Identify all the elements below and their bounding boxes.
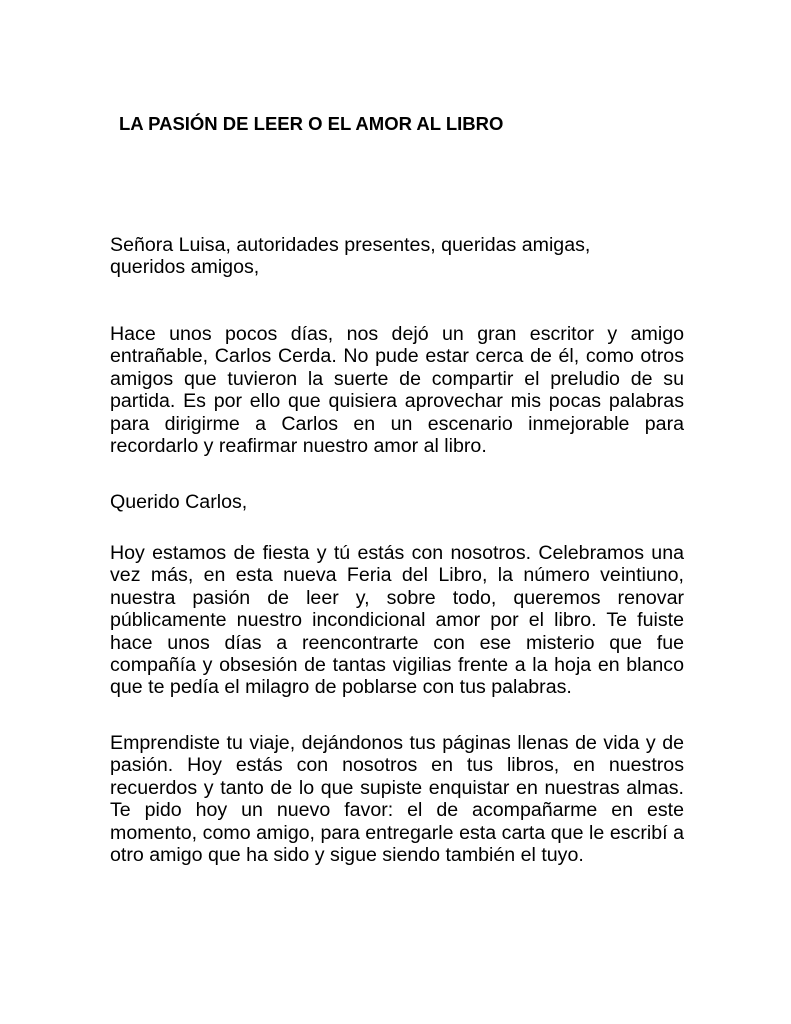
- body-paragraph-3: Emprendiste tu viaje, dejándonos tus páginas llenas de vida y de pasión. Hoy estás con nosotros en tus libros, en nuestros recuerdos y tanto de lo que supiste enquistar en nuestras almas. Te pido hoy un nuevo favor: el de acompañarme en este momento, como amigo, para entregarle esta carta que le escribí a otro amigo que ha sido y sigue siendo también el tuyo.: [110, 732, 684, 867]
- document-title: LA PASIÓN DE LEER O EL AMOR AL LIBRO: [119, 113, 504, 134]
- body-paragraph-2: Hoy estamos de fiesta y tú estás con nosotros. Celebramos una vez más, en esta nueva Feria del Libro, la número veintiuno, nuestra pasión de leer y, sobre todo, queremos renovar públicamente nuestro incondicional amor por el libro. Te fuiste hace unos días a reencontrarte con ese misterio que fue compañía y obsesión de tantas vigilias frente a la hoja en blanco que te pedía el milagro de poblarse con tus palabras.: [110, 542, 684, 699]
- greeting-paragraph: Señora Luisa, autoridades presentes, queridas amigas, queridos amigos,: [110, 234, 591, 279]
- body-paragraph-1: Hace unos pocos días, nos dejó un gran escritor y amigo entrañable, Carlos Cerda. No pude estar cerca de él, como otros amigos que tuvieron la suerte de compartir el preludio de su partida. Es por ello que quisiera aprovechar mis pocas palabras para dirigirme a Carlos en un escenario inmejorable para recordarlo y reafirmar nuestro amor al libro.: [110, 323, 684, 458]
- salutation-paragraph: Querido Carlos,: [110, 491, 248, 513]
